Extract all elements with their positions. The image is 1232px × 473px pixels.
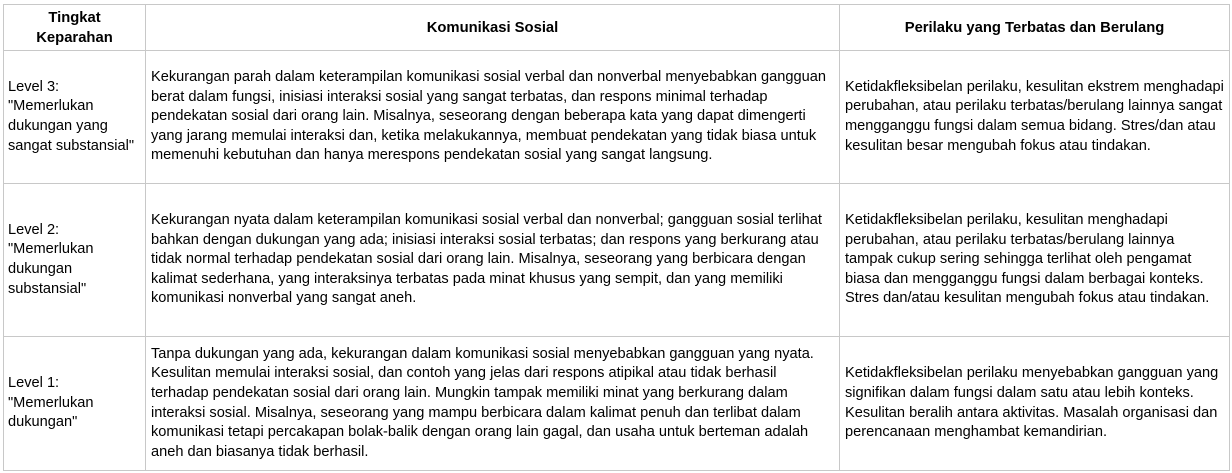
header-severity: Tingkat Keparahan [4, 5, 146, 51]
restricted-behavior-cell: Ketidakfleksibelan perilaku menyebabkan gangguan yang signifikan dalam fungsi dalam satu atau lebih konteks. Kesulitan beralih antara aktivitas. Masalah organisasi dan perencanaan menghambat kemandirian. [840, 337, 1230, 471]
level-label: Level 2: [8, 221, 60, 238]
table-row-level-3 [4, 51, 1230, 184]
level-cell [4, 337, 146, 471]
restricted-behavior-cell: Ketidakfleksibelan perilaku, kesulitan ekstrem menghadapi perubahan, atau perilaku terbatas/berulang lainnya sangat mengganggu fungsi dalam semua bidang. Stres/dan atau kesulitan besar mengubah fokus atau tindakan. [840, 51, 1230, 184]
header-row [4, 5, 1230, 51]
social-communication-cell: Tanpa dukungan yang ada, kekurangan dalam komunikasi sosial menyebabkan gangguan yang nyata. Kesulitan memulai interaksi sosial, dan contoh yang jelas dari respons atipikal atau tidak berhasil terhadap pendekatan sosial dari orang lain. Mungkin tampak memiliki minat yang berkurang dalam interaksi sosial. Misalnya, seseorang yang mampu berbicara dalam kalimat penuh dan terlibat dalam komunikasi tetapi percakapan bolak-balik dengan orang lain gagal, dan usaha untuk berteman adalah aneh dan biasanya tidak berhasil. [146, 337, 840, 471]
header-restricted-behavior: Perilaku yang Terbatas dan Berulang [840, 5, 1230, 51]
header-social-communication: Komunikasi Sosial [146, 5, 840, 51]
social-communication-cell: Kekurangan nyata dalam keterampilan komunikasi sosial verbal dan nonverbal; gangguan sosial terlihat bahkan dengan dukungan yang ada; inisiasi interaksi sosial terbatas; dan respons yang berkurang atau tidak normal terhadap pendekatan sosial dari orang lain. Misalnya, seseorang yang berbicara dengan kalimat sederhana, yang interaksinya terbatas pada minat khusus yang sempit, dan yang memiliki komunikasi nonverbal yang sangat aneh. [146, 184, 840, 337]
level-description: "Memerlukan dukungan yang sangat substansial" [8, 98, 135, 154]
table-row-level-1 [4, 337, 1230, 471]
level-cell [4, 51, 146, 184]
level-cell [4, 184, 146, 337]
severity-table [3, 4, 1230, 471]
social-communication-cell: Kekurangan parah dalam keterampilan komunikasi sosial verbal dan nonverbal menyebabkan gangguan berat dalam fungsi, inisiasi interaksi sosial yang sangat terbatas, dan respons minimal terhadap pendekatan sosial dari orang lain. Misalnya, seseorang dengan beberapa kata yang dapat dimengerti yang jarang memulai interaksi dan, ketika melakukannya, membuat pendekatan yang tidak biasa untuk memenuhi kebutuhan dan hanya merespons pendekatan sosial yang sangat langsung. [146, 51, 840, 184]
level-description: "Memerlukan dukungan" [8, 394, 94, 431]
level-description: "Memerlukan dukungan substansial" [8, 241, 94, 297]
restricted-behavior-cell: Ketidakfleksibelan perilaku, kesulitan menghadapi perubahan, atau perilaku terbatas/berulang lainnya tampak cukup sering sehingga terlihat oleh pengamat biasa dan mengganggu fungsi dalam berbagai konteks. Stres dan/atau kesulitan mengubah fokus atau tindakan. [840, 184, 1230, 337]
level-label: Level 1: [8, 375, 60, 392]
table-row-level-2 [4, 184, 1230, 337]
level-label: Level 3: [8, 78, 60, 95]
